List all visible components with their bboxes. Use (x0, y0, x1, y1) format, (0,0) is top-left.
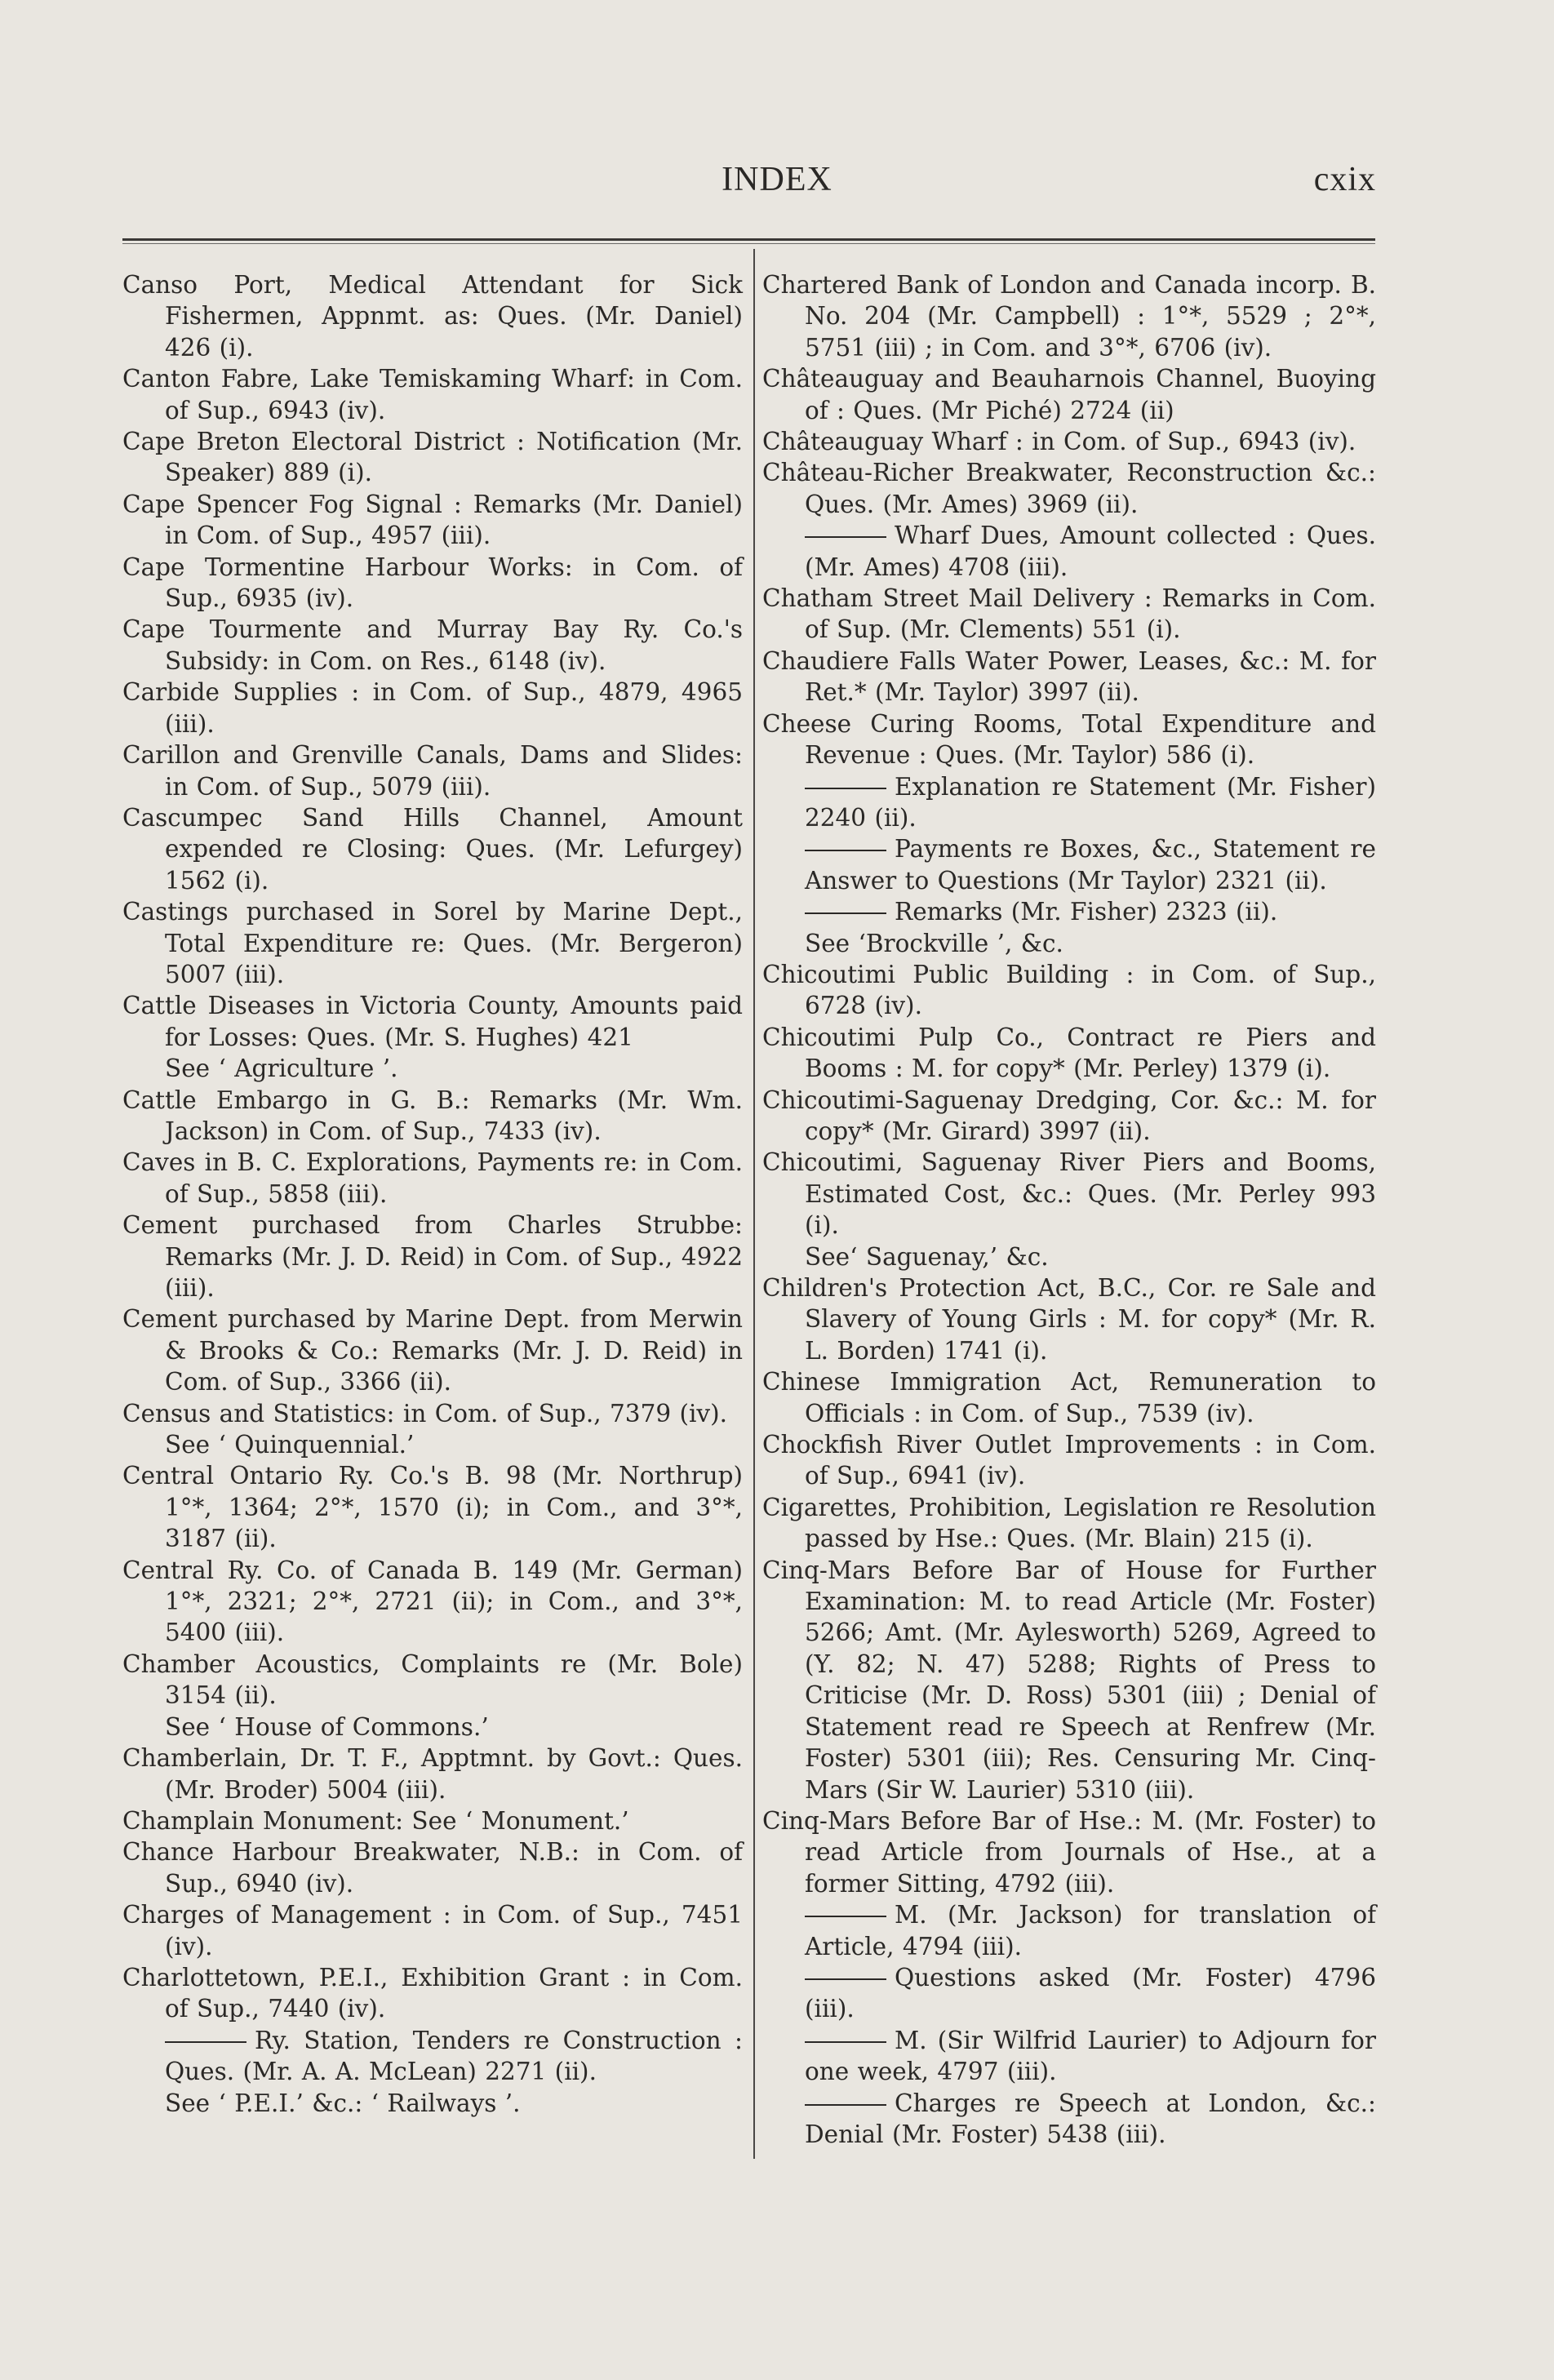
repeat-dash (805, 1916, 886, 1917)
subentry-text: Remarks (Mr. Fisher) 2323 (ii). (895, 898, 1278, 926)
see-reference: See ‘ Quinquennial.’ (165, 1431, 415, 1459)
index-subentry (762, 833, 1376, 896)
index-entry: Château-Richer Breakwater, Reconstruction &c.: Ques. (Mr. Ames) 3969 (ii). (762, 459, 1376, 518)
index-entry: Cement purchased from Charles Strubbe: Remarks (Mr. J. D. Reid) in Com. of Sup., 4922 (iii). (122, 1211, 743, 1302)
index-entry: Cheese Curing Rooms, Total Expenditure and Revenue : Ques. (Mr. Taylor) 586 (i). (762, 709, 1376, 770)
index-entry: Châteauguay and Beauharnois Channel, Buoying of : Ques. (Mr Piché) 2724 (ii) (762, 365, 1376, 424)
index-entry: Castings purchased in Sorel by Marine Dept., Total Expenditure re: Ques. (Mr. Bergeron) 5007 (iii). (122, 898, 743, 988)
header-rule (122, 238, 1375, 241)
index-subentry (762, 896, 1376, 927)
index-entry: Chaudiere Falls Water Power, Leases, &c.: M. for Ret.* (Mr. Taylor) 3997 (ii). (762, 646, 1376, 707)
index-entry: Cape Spencer Fog Signal : Remarks (Mr. Daniel) in Com. of Sup., 4957 (iii). (122, 490, 743, 550)
repeat-dash (805, 912, 886, 914)
index-entry: Charlottetown, P.E.I., Exhibition Grant : in Com. of Sup., 7440 (iv). (122, 1963, 743, 2023)
index-entry: Cape Tourmente and Murray Bay Ry. Co.'s Subsidy: in Com. on Res., 6148 (iv). (122, 615, 743, 675)
index-entry: Caves in B. C. Explorations, Payments re: in Com. of Sup., 5858 (iii). (122, 1148, 743, 1208)
page-title: INDEX (722, 161, 832, 198)
right-column (762, 269, 1376, 2150)
index-entry: Chockfish River Outlet Improvements : in Com. of Sup., 6941 (iv). (762, 1431, 1376, 1490)
index-entry: Chance Harbour Breakwater, N.B.: in Com. of Sup., 6940 (iv). (122, 1838, 743, 1898)
index-entry: Cinq-Mars Before Bar of Hse.: M. (Mr. Foster) to read Article from Journals of Hse., at a former Sitting, 4792 (iii). (762, 1806, 1376, 1898)
repeat-dash (805, 2104, 886, 2106)
repeat-dash (805, 536, 886, 538)
see-reference: See ‘ Agriculture ’. (165, 1055, 398, 1083)
index-entry: Charges of Management : in Com. of Sup., 7451 (iv). (122, 1901, 743, 1960)
see-reference: See ‘Brockville ’, &c. (805, 929, 1063, 957)
index-subentry (762, 1899, 1376, 1962)
index-entry: Chicoutimi, Saguenay River Piers and Booms, Estimated Cost, &c.: Ques. (Mr. Perley 993 (i). (762, 1148, 1376, 1240)
index-entry: Central Ontario Ry. Co.'s B. 98 (Mr. Northrup) 1°*, 1364; 2°*, 1570 (i); in Com., and 3°*, 3187 (ii). (122, 1462, 743, 1553)
subentry-text: Charges re Speech at London, &c.: Denial (Mr. Foster) 5438 (iii). (805, 2089, 1376, 2148)
index-subentry (762, 520, 1376, 583)
index-entry: Cascumpec Sand Hills Channel, Amount expended re Closing: Ques. (Mr. Lefurgey) 1562 (i). (122, 803, 743, 895)
index-entry: Chatham Street Mail Delivery : Remarks in Com. of Sup. (Mr. Clements) 551 (i). (762, 584, 1376, 644)
index-entry: Census and Statistics: in Com. of Sup., 7379 (iv). (122, 1399, 727, 1428)
subentry-text: Payments re Boxes, &c., Statement re Answer to Questions (Mr Taylor) 2321 (ii). (805, 835, 1376, 895)
repeat-dash (165, 2041, 246, 2043)
index-subentry (762, 771, 1376, 834)
index-entry: Cigarettes, Prohibition, Legislation re Resolution passed by Hse.: Ques. (Mr. Blain) 215 (i). (762, 1493, 1376, 1553)
index-entry: Chicoutimi Pulp Co., Contract re Piers and Booms : M. for copy* (Mr. Perley) 1379 (i). (762, 1023, 1376, 1083)
repeat-dash (805, 850, 886, 851)
index-entry: Chartered Bank of London and Canada incorp. B. No. 204 (Mr. Campbell) : 1°*, 5529 ; 2°*, 5751 (iii) ; in Com. and 3°*, 6706 (iv). (762, 271, 1376, 362)
index-entry: Cattle Embargo in G. B.: Remarks (Mr. Wm. Jackson) in Com. of Sup., 7433 (iv). (122, 1086, 743, 1145)
index-entry: Chicoutimi Public Building : in Com. of Sup., 6728 (iv). (762, 960, 1376, 1020)
index-entry: Carbide Supplies : in Com. of Sup., 4879, 4965 (iii). (122, 678, 743, 738)
index-entry: Carillon and Grenville Canals, Dams and Slides: in Com. of Sup., 5079 (iii). (122, 741, 743, 801)
repeat-dash (805, 2041, 886, 2043)
repeat-dash (805, 1978, 886, 1980)
index-entry: Châteauguay Wharf : in Com. of Sup., 6943 (iv). (762, 428, 1356, 456)
index-entry: Cape Tormentine Harbour Works: in Com. of Sup., 6935 (iv). (122, 553, 743, 613)
page-number: cxix (1313, 161, 1376, 198)
subentry-text: Explanation re Statement (Mr. Fisher) 2240 (ii). (805, 772, 1376, 832)
index-entry: Canso Port, Medical Attendant for Sick Fishermen, Appnmt. as: Ques. (Mr. Daniel) 426 (i). (122, 271, 743, 362)
index-entry: Cement purchased by Marine Dept. from Merwin & Brooks & Co.: Remarks (Mr. J. D. Reid) in Com. of Sup., 3366 (ii). (122, 1305, 743, 1396)
see-reference: See ‘ House of Commons.’ (165, 1712, 489, 1741)
subentry-text: Questions asked (Mr. Foster) 4796 (iii). (805, 1963, 1376, 2023)
index-entry: Chamber Acoustics, Complaints re (Mr. Bole) 3154 (ii). (122, 1650, 743, 1710)
index-entry: Cattle Diseases in Victoria County, Amounts paid for Losses: Ques. (Mr. S. Hughes) 421 (122, 992, 743, 1051)
left-column (122, 269, 743, 2119)
index-entry: Chamberlain, Dr. T. F., Apptmnt. by Govt.: Ques. (Mr. Broder) 5004 (iii). (122, 1744, 743, 1804)
index-subentry (122, 2025, 743, 2088)
subentry-text: M. (Mr. Jackson) for translation of Article, 4794 (iii). (805, 1901, 1376, 1960)
index-entry: Champlain Monument: See ‘ Monument.’ (122, 1806, 629, 1835)
index-entry: Cinq-Mars Before Bar of House for Further Examination: M. to read Article (Mr. Foster) 5266; Amt. (Mr. Aylesworth) 5269, Agreed to (Y. 82; N. 47) 5288; Rights of Press to Criticise (Mr. D. Ross) 5301 (iii) ; Denial of Statement read re Speech at Renfrew (Mr. Foster) 5301 (iii); Res. Censuring Mr. Cinq-Mars (Sir W. Laurier) 5310 (iii). (762, 1556, 1376, 1804)
subentry-text: Wharf Dues, Amount collected : Ques. (Mr. Ames) 4708 (iii). (805, 522, 1376, 581)
index-entry: Children's Protection Act, B.C., Cor. re Sale and Slavery of Young Girls : M. for copy* (Mr. R. L. Borden) 1741 (i). (762, 1274, 1376, 1365)
index-entry: Chicoutimi-Saguenay Dredging, Cor. &c.: M. for copy* (Mr. Girard) 3997 (ii). (762, 1086, 1376, 1145)
see-reference: See ‘ P.E.I.’ &c.: ‘ Railways ’. (165, 2089, 521, 2117)
subentry-text: M. (Sir Wilfrid Laurier) to Adjourn for one week, 4797 (iii). (805, 2026, 1376, 2086)
index-subentry (762, 1962, 1376, 2025)
column-divider (753, 249, 755, 2159)
index-entry: Central Ry. Co. of Canada B. 149 (Mr. German) 1°*, 2321; 2°*, 2721 (ii); in Com., and 3°*, 5400 (iii). (122, 1556, 743, 1647)
index-subentry (762, 2088, 1376, 2151)
see-reference: See‘ Saguenay,’ &c. (805, 1242, 1049, 1271)
index-entry: Chinese Immigration Act, Remuneration to Officials : in Com. of Sup., 7539 (iv). (762, 1368, 1376, 1428)
index-entry: Canton Fabre, Lake Temiskaming Wharf: in Com. of Sup., 6943 (iv). (122, 365, 743, 424)
subentry-text: Ry. Station, Tenders re Construction : Ques. (Mr. A. A. McLean) 2271 (ii). (165, 2026, 743, 2086)
index-entry: Cape Breton Electoral District : Notification (Mr. Speaker) 889 (i). (122, 428, 743, 487)
index-subentry (762, 2025, 1376, 2088)
header-rule-thin (122, 243, 1375, 244)
repeat-dash (805, 788, 886, 789)
